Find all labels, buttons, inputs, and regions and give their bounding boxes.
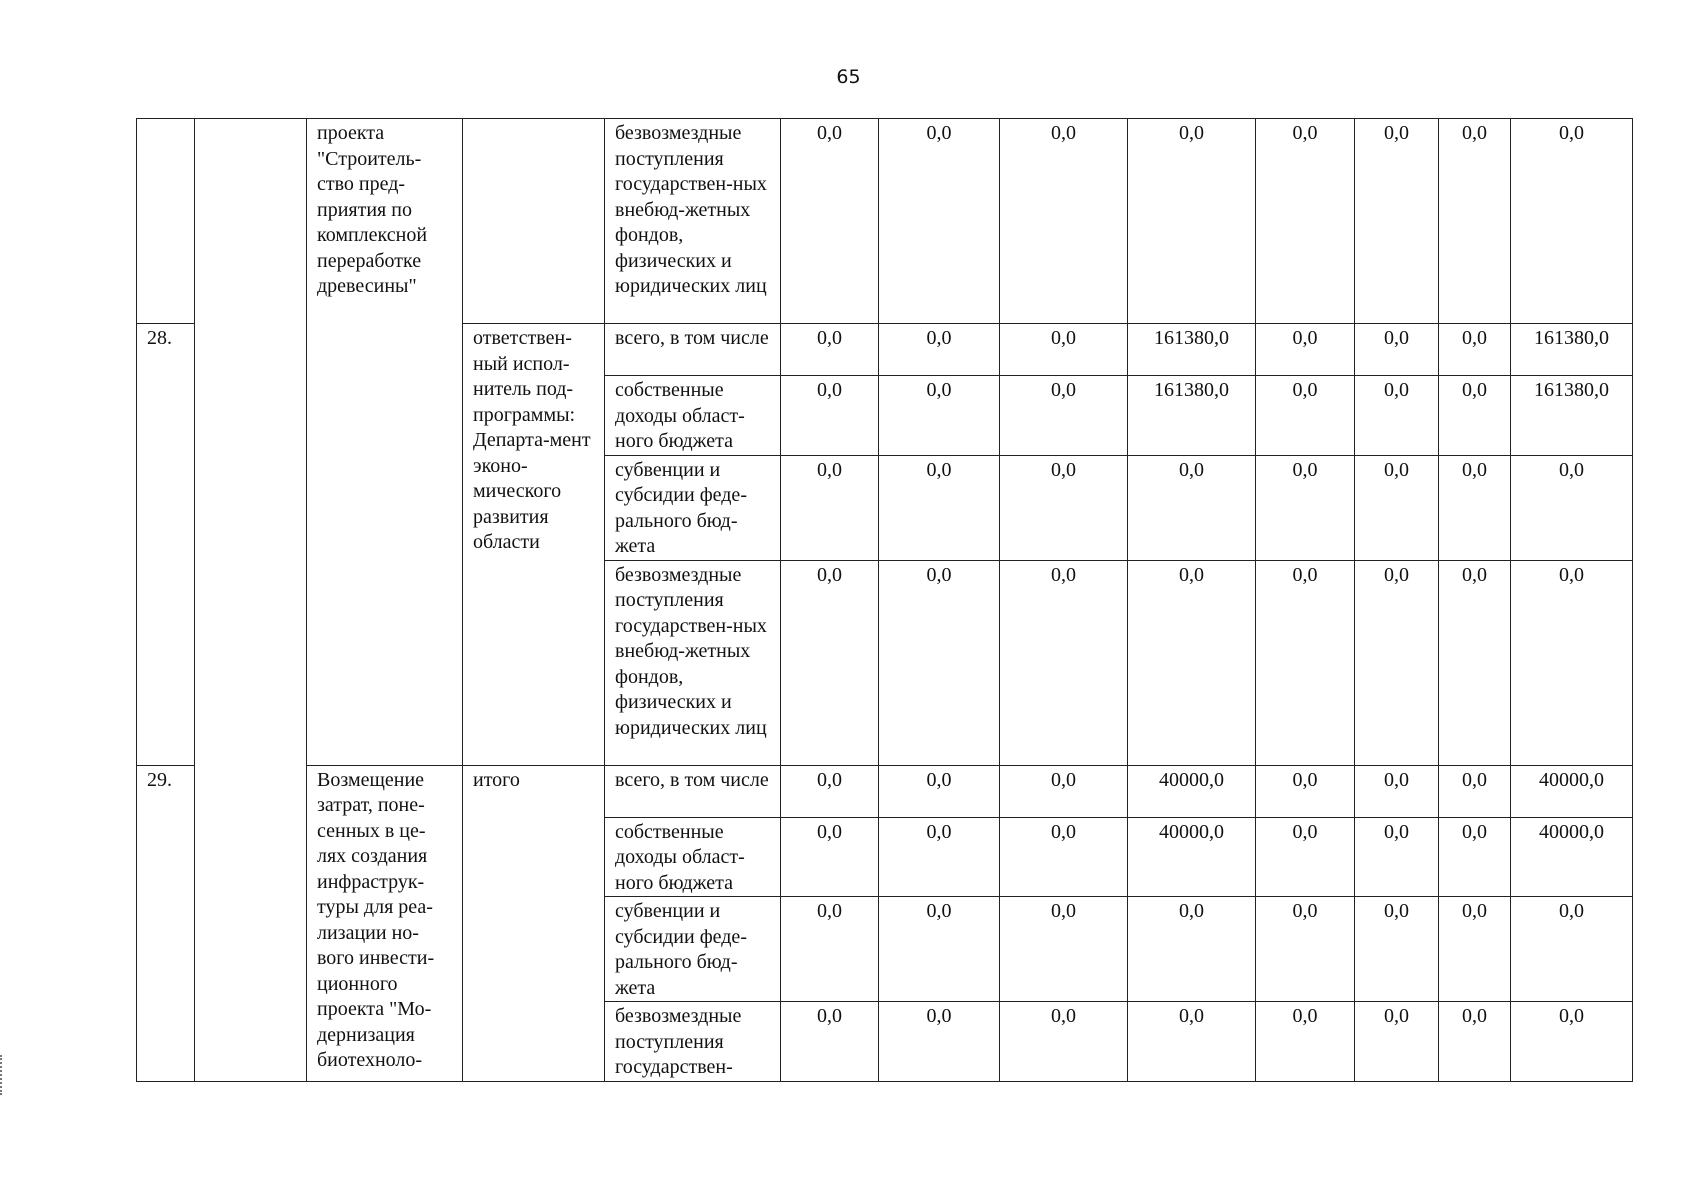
value-cell: 0,0 [1439, 1002, 1511, 1082]
funding-source-cell: субвенции и субсидии феде-рального бюд-жета [605, 897, 781, 1002]
value-cell: 161380,0 [1511, 324, 1633, 376]
value-cell: 40000,0 [1511, 765, 1633, 817]
value-cell: 0,0 [1128, 560, 1256, 765]
value-cell: 0,0 [879, 560, 1000, 765]
value-cell: 0,0 [879, 324, 1000, 376]
value-cell: 0,0 [1000, 817, 1128, 897]
value-cell: 0,0 [879, 119, 1000, 324]
value-cell: 0,0 [1000, 455, 1128, 560]
value-cell: 0,0 [1511, 119, 1633, 324]
value-cell: 0,0 [1511, 560, 1633, 765]
table-row [137, 765, 1633, 817]
value-cell: 161380,0 [1128, 376, 1256, 456]
value-cell: 0,0 [879, 817, 1000, 897]
value-cell: 161380,0 [1128, 324, 1256, 376]
value-cell: 0,0 [1256, 455, 1355, 560]
value-cell: 0,0 [879, 1002, 1000, 1082]
value-cell: 0,0 [1256, 1002, 1355, 1082]
executor-cell: ответствен-ный испол-нитель под-программы: Департа-мент эконо-мического развития области [463, 324, 605, 766]
value-cell: 0,0 [1355, 560, 1439, 765]
value-cell: 0,0 [879, 765, 1000, 817]
funding-source-cell: собственные доходы област-ного бюджета [605, 817, 781, 897]
funding-source-cell: всего, в том числе [605, 324, 781, 376]
value-cell: 0,0 [1439, 897, 1511, 1002]
funding-source-cell: безвозмездные поступления государствен-ных внебюд-жетных фондов, физических и юридических лиц [605, 560, 781, 765]
value-cell: 0,0 [1128, 455, 1256, 560]
value-cell: 0,0 [879, 455, 1000, 560]
value-cell: 0,0 [1256, 324, 1355, 376]
funding-source-cell: собственные доходы област-ного бюджета [605, 376, 781, 456]
value-cell: 0,0 [781, 455, 879, 560]
value-cell: 0,0 [781, 897, 879, 1002]
value-cell: 0,0 [1256, 560, 1355, 765]
value-cell: 0,0 [1000, 897, 1128, 1002]
value-cell: 0,0 [1439, 376, 1511, 456]
value-cell: 0,0 [1439, 455, 1511, 560]
value-cell: 0,0 [1439, 560, 1511, 765]
value-cell: 0,0 [1439, 817, 1511, 897]
row-number-cell: 29. [137, 765, 195, 1082]
value-cell: 0,0 [879, 897, 1000, 1002]
value-cell: 0,0 [1000, 1002, 1128, 1082]
scan-edge-marks [0, 1055, 10, 1095]
value-cell: 0,0 [1439, 119, 1511, 324]
executor-cell [463, 119, 605, 324]
value-cell: 0,0 [1256, 817, 1355, 897]
value-cell: 0,0 [1256, 897, 1355, 1002]
value-cell: 0,0 [781, 324, 879, 376]
measure-name-cell: Возмещение затрат, поне-сенных в це-лях создания инфраструк-туры для реа-лизации но-вого инвести-ционного проекта "Мо-дернизация биотехноло- [307, 765, 463, 1082]
empty-column-cell [195, 119, 307, 1082]
value-cell: 0,0 [1355, 119, 1439, 324]
value-cell: 0,0 [1511, 455, 1633, 560]
measure-name-cell: проекта "Строитель-ство пред-приятия по комплексной переработке древесины" [307, 119, 463, 766]
value-cell: 0,0 [1511, 1002, 1633, 1082]
value-cell: 0,0 [1128, 897, 1256, 1002]
value-cell: 0,0 [1128, 119, 1256, 324]
value-cell: 0,0 [1000, 119, 1128, 324]
value-cell: 0,0 [781, 560, 879, 765]
value-cell: 0,0 [1355, 455, 1439, 560]
value-cell: 0,0 [1439, 765, 1511, 817]
value-cell: 0,0 [1128, 1002, 1256, 1082]
value-cell: 0,0 [781, 765, 879, 817]
value-cell: 40000,0 [1128, 817, 1256, 897]
value-cell: 0,0 [1256, 376, 1355, 456]
funding-source-cell: субвенции и субсидии феде-рального бюд-жета [605, 455, 781, 560]
value-cell: 0,0 [1256, 119, 1355, 324]
row-number-cell [137, 119, 195, 324]
value-cell: 0,0 [1000, 560, 1128, 765]
value-cell: 0,0 [1000, 765, 1128, 817]
page-number: 65 [836, 66, 861, 88]
value-cell: 0,0 [1355, 324, 1439, 376]
value-cell: 0,0 [1355, 817, 1439, 897]
value-cell: 0,0 [1439, 324, 1511, 376]
value-cell: 40000,0 [1128, 765, 1256, 817]
value-cell: 0,0 [1000, 376, 1128, 456]
value-cell: 0,0 [1256, 765, 1355, 817]
row-number-cell: 28. [137, 324, 195, 766]
value-cell: 0,0 [781, 1002, 879, 1082]
value-cell: 0,0 [1355, 765, 1439, 817]
funding-source-cell: всего, в том числе [605, 765, 781, 817]
value-cell: 0,0 [1511, 897, 1633, 1002]
value-cell: 161380,0 [1511, 376, 1633, 456]
value-cell: 0,0 [879, 376, 1000, 456]
table-row [137, 119, 1633, 324]
value-cell: 0,0 [781, 119, 879, 324]
value-cell: 0,0 [781, 817, 879, 897]
funding-source-cell: безвозмездные поступления государствен-ных внебюд-жетных фондов, физических и юридических лиц [605, 119, 781, 324]
executor-cell: итого [463, 765, 605, 1082]
funding-source-cell: безвозмездные поступления государствен- [605, 1002, 781, 1082]
value-cell: 0,0 [1355, 897, 1439, 1002]
budget-table [136, 118, 1633, 1082]
value-cell: 40000,0 [1511, 817, 1633, 897]
value-cell: 0,0 [1000, 324, 1128, 376]
value-cell: 0,0 [781, 376, 879, 456]
value-cell: 0,0 [1355, 1002, 1439, 1082]
value-cell: 0,0 [1355, 376, 1439, 456]
